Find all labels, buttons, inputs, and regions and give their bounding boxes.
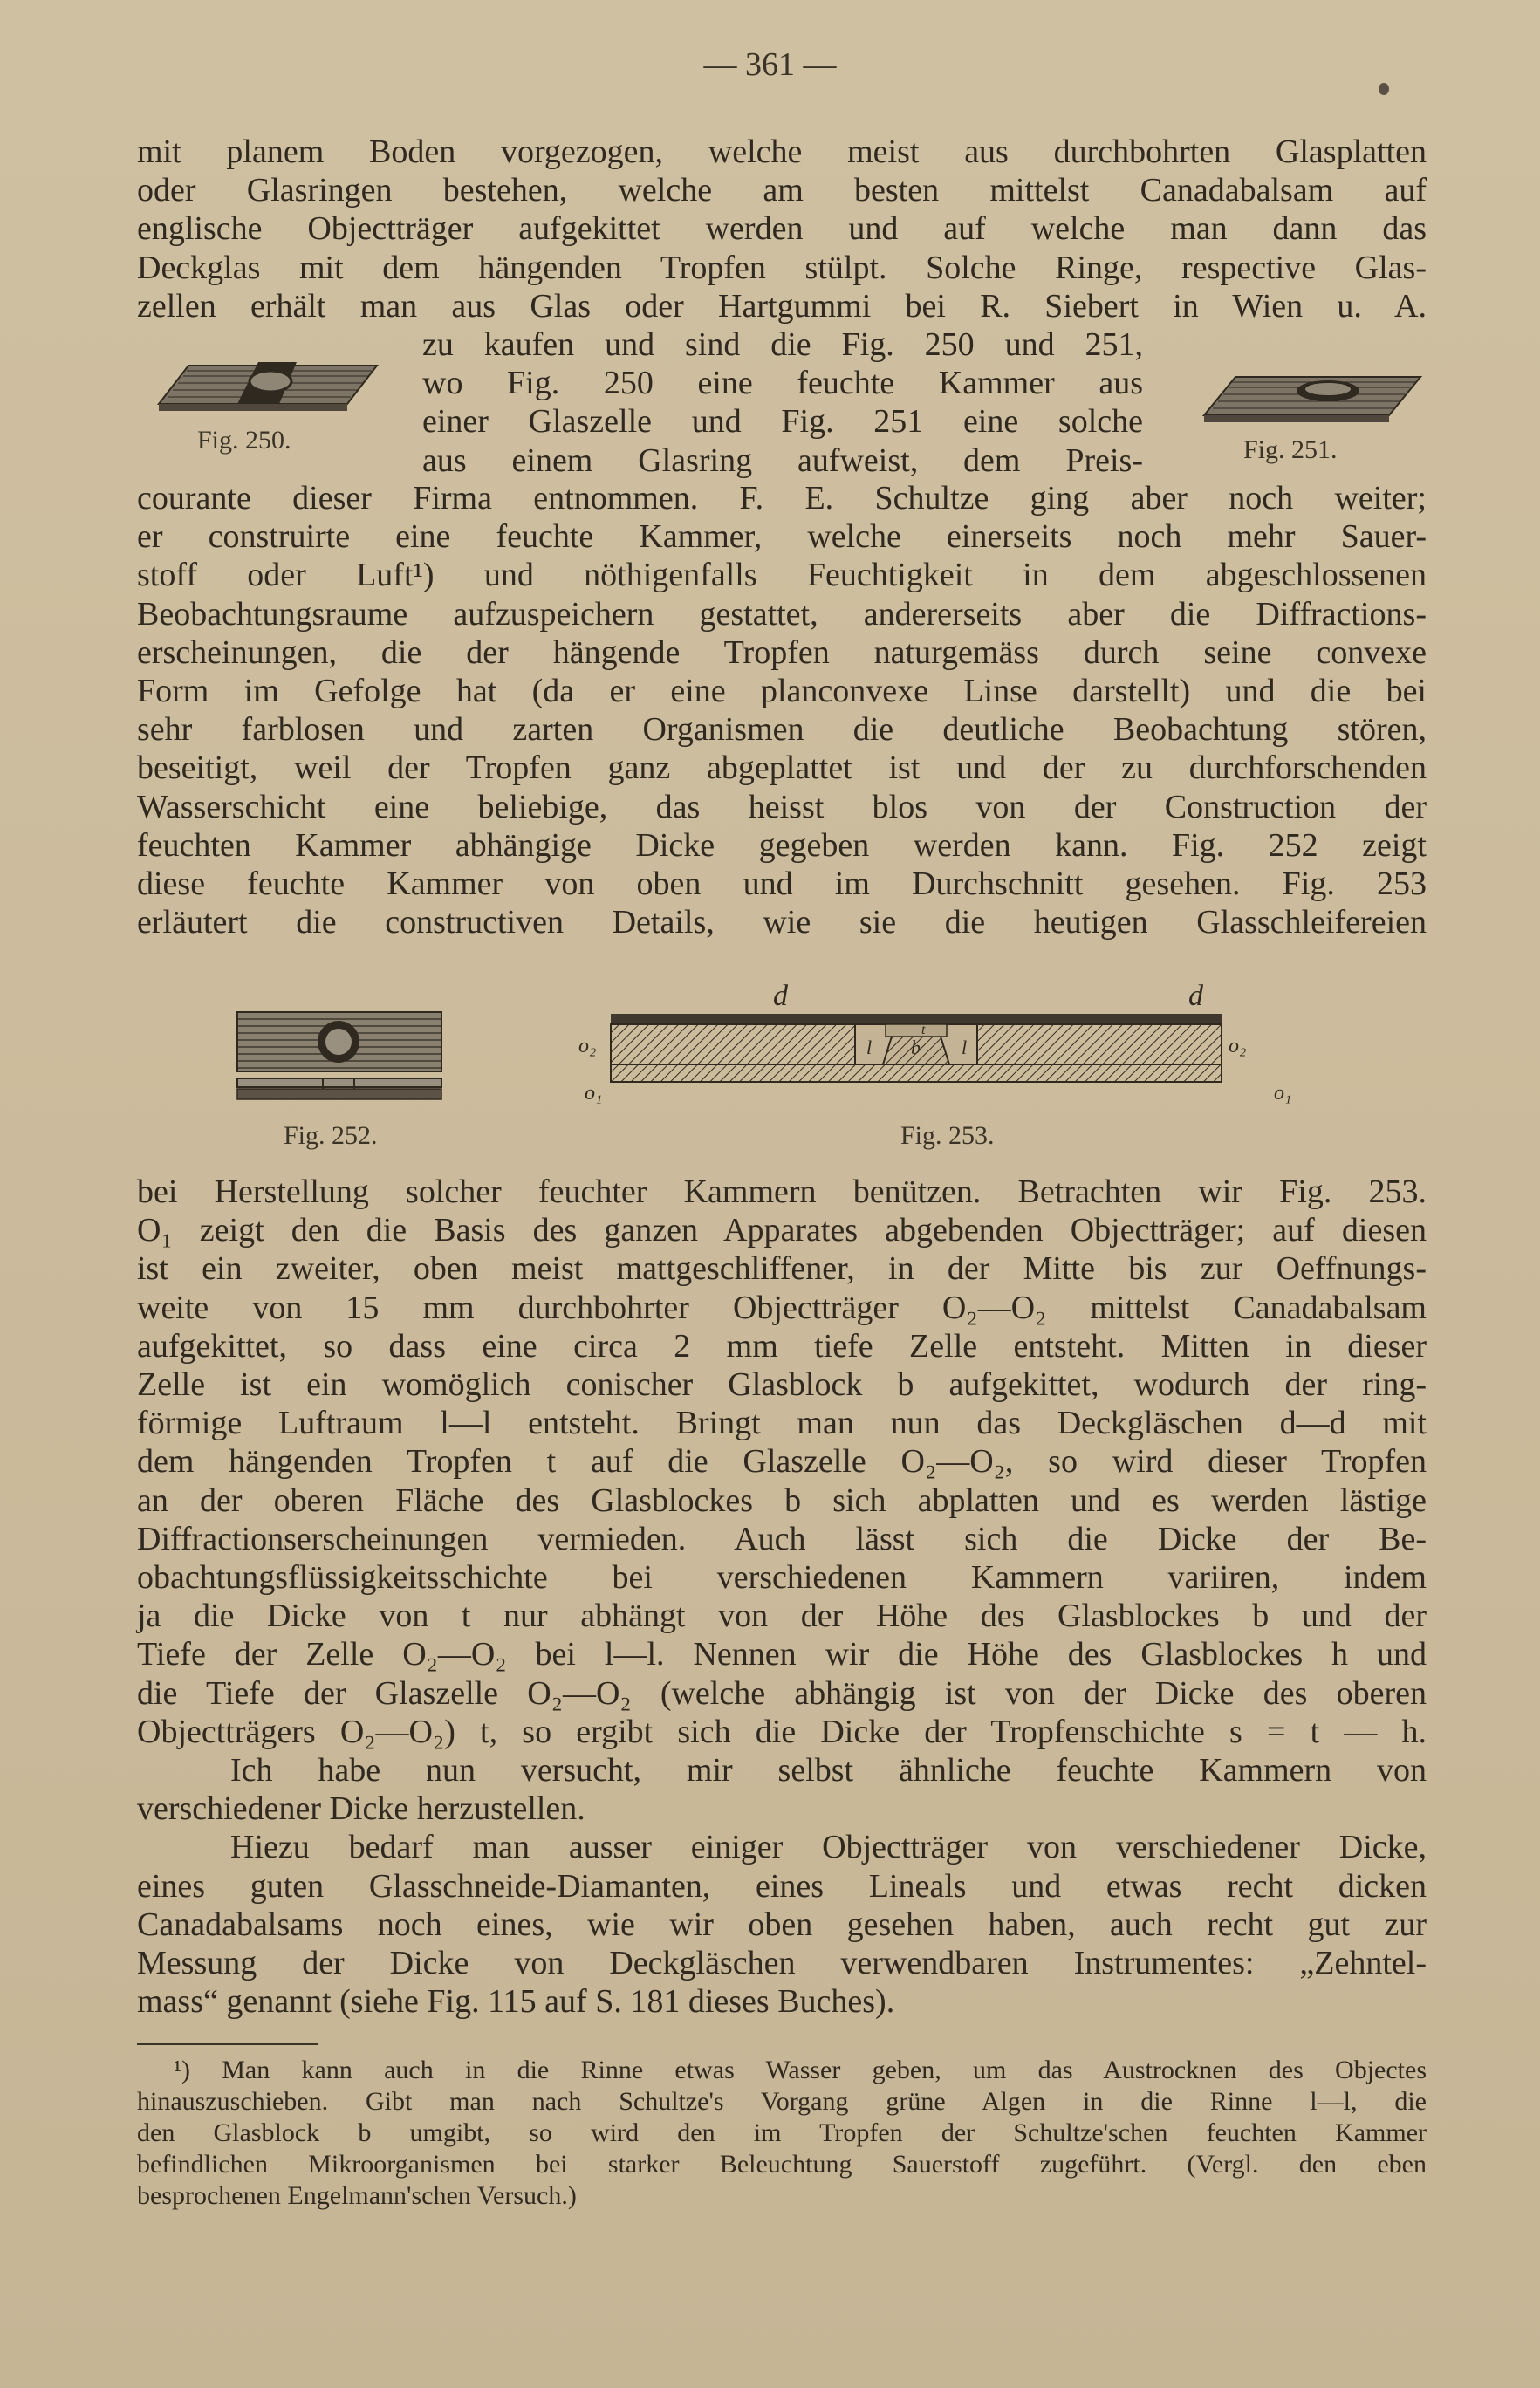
text-line: ist ein zweiter, oben meist mattgeschliffener, in der Mitte bis zur Oeffnungs- — [137, 1250, 1427, 1288]
text-line: mass“ genannt (siehe Fig. 115 auf S. 181 dieses Buches). — [137, 1983, 895, 2021]
text-line: erläutert die constructiven Details, wie sie die heutigen Glasschleifereien — [137, 904, 1427, 941]
text-line: weite von 15 mm durchbohrter Objectträger O₂—O₂ mittelst Canadabalsam — [137, 1289, 1427, 1326]
label-d-left: d — [773, 980, 788, 1012]
label-l-right: l — [962, 1037, 968, 1058]
figure-252-caption: Fig. 252. — [284, 1121, 378, 1150]
text-line: wo Fig. 250 eine feuchte Kammer aus — [422, 365, 1143, 402]
paragraph-2 — [137, 479, 1427, 941]
text-line: bei Herstellung solcher feuchter Kammern benützen. Betrachten wir Fig. 253. — [137, 1173, 1427, 1210]
text-line: Messung der Dicke von Deckgläschen verwendbaren Instrumentes: „Zehntel- — [137, 1945, 1427, 1982]
text-line: aufgekittet, so dass eine circa 2 mm tiefe Zelle entsteht. Mitten in dieser — [137, 1327, 1427, 1365]
text-line: Wasserschicht eine beliebige, das heisst blos von der Construction der — [137, 788, 1427, 825]
text-line: verschiedener Dicke herzustellen. — [137, 1790, 585, 1828]
text-line: dem hängenden Tropfen t auf die Glaszelle O₂—O₂, so wird dieser Tropfen — [137, 1443, 1427, 1481]
text-line: zu kaufen und sind die Fig. 250 und 251, — [422, 326, 1143, 363]
text-line: Zelle ist ein womöglich conischer Glasblock b aufgekittet, wodurch der ring- — [137, 1366, 1427, 1404]
text-line: Deckglas mit dem hängenden Tropfen stülpt. Solche Ringe, respective Glas- — [137, 249, 1427, 286]
text-line: feuchten Kammer abhängige Dicke gegeben werden kann. Fig. 252 zeigt — [137, 826, 1427, 864]
figure-253-caption: Fig. 253. — [900, 1121, 995, 1150]
footnote-rule — [137, 2043, 318, 2045]
figure-250-drawing — [148, 353, 380, 413]
footnote — [137, 2055, 1427, 2212]
label-o1-right: o₁ — [1274, 1082, 1292, 1105]
text-line: Form im Gefolge hat (da er eine planconvexe Linse darstellt) und die bei — [137, 673, 1427, 710]
figure-252-drawing — [236, 1010, 445, 1106]
label-o2-right: o₂ — [1229, 1035, 1247, 1057]
text-line: beseitigt, weil der Tropfen ganz abgeplattet ist und der zu durchforschenden — [137, 749, 1427, 787]
footnote-line: den Glasblock b umgibt, so wird den im Tropfen der Schultze'schen feuchten Kammer — [137, 2118, 1427, 2147]
text-line: förmige Luftraum l—l entsteht. Bringt man nun das Deckgläschen d—d mit — [137, 1405, 1427, 1442]
text-line: die Tiefe der Glaszelle O₂—O₂ (welche abhängig ist von der Dicke des oberen — [137, 1674, 1427, 1712]
ink-spot — [1379, 83, 1389, 95]
footnote-line: ¹) Man kann auch in die Rinne etwas Wasser geben, um das Austrocknen des Objectes — [174, 2056, 1427, 2084]
text-line: Tiefe der Zelle O₂—O₂ bei l—l. Nennen wir die Höhe des Glasblockes h und — [137, 1636, 1427, 1673]
text-line: englische Objectträger aufgekittet werden und auf welche man dann das — [137, 210, 1427, 248]
text-line: aus einem Glasring aufweist, dem Preis- — [422, 441, 1143, 479]
label-d-right: d — [1188, 980, 1203, 1012]
text-line: oder Glasringen bestehen, welche am besten mittelst Canadabalsam auf — [137, 172, 1427, 209]
text-line: er construirte eine feuchte Kammer, welche einerseits noch mehr Sauer- — [137, 518, 1427, 556]
text-line: Objectträgers O₂—O₂) t, so ergibt sich die Dicke der Tropfenschichte s = t — h. — [137, 1713, 1427, 1750]
footnote-line: besprochenen Engelmann'schen Versuch.) — [137, 2181, 577, 2210]
figure-250-caption: Fig. 250. — [197, 426, 291, 455]
text-beside-figures — [422, 325, 1143, 480]
text-line: mit planem Boden vorgezogen, welche meist aus durchbohrten Glasplatten — [137, 133, 1427, 170]
text-line: Canadabalsams noch eines, wie wir oben gesehen haben, auch recht gut zur — [137, 1906, 1427, 1943]
figure-253-drawing — [576, 968, 1326, 1108]
text-line: erscheinungen, die der hängende Tropfen naturgemäss durch seine convexe — [137, 633, 1427, 671]
text-line: an der oberen Fläche des Glasblockes b sich abplatten und es werden lästige — [137, 1481, 1427, 1519]
label-b: b — [911, 1037, 921, 1058]
label-t: t — [921, 1023, 926, 1037]
text-line: ja die Dicke von t nur abhängt von der Höhe des Glasblockes b und der — [137, 1598, 1427, 1635]
text-line: zellen erhält man aus Glas oder Hartgummi bei R. Siebert in Wien u. A. — [137, 287, 1427, 325]
text-line: sehr farblosen und zarten Organismen die deutliche Beobachtung stören, — [137, 711, 1427, 749]
text-line: eines guten Glasschneide-Diamanten, eines Lineals und etwas recht dicken — [137, 1867, 1427, 1905]
page-number: — 361 — — [703, 46, 837, 83]
text-line: Beobachtungsraume aufzuspeichern gestattet, andererseits aber die Diffractions- — [137, 595, 1427, 633]
paragraph-3 — [137, 1173, 1427, 2021]
label-o1-left: o₁ — [585, 1082, 603, 1105]
text-line: einer Glaszelle und Fig. 251 eine solche — [422, 403, 1143, 441]
text-line: Hiezu bedarf man ausser einiger Objectträger von verschiedener Dicke, — [230, 1829, 1427, 1866]
text-line: obachtungsflüssigkeitsschichte bei verschiedenen Kammern variiren, indem — [137, 1559, 1427, 1597]
label-l-left: l — [866, 1037, 873, 1058]
footnote-line: hinauszuschieben. Gibt man nach Schultze's Vorgang grüne Algen in die Rinne l—l, die — [137, 2087, 1427, 2116]
label-o2-left: o₂ — [578, 1035, 597, 1057]
text-line: stoff oder Luft¹) und nöthigenfalls Feuchtigkeit in dem abgeschlossenen — [137, 557, 1427, 594]
footnote-line: befindlichen Mikroorganismen bei starker Beleuchtung Sauerstoff zugeführt. (Vergl. den eben — [137, 2150, 1427, 2179]
text-line: O₁ zeigt den die Basis des ganzen Apparates abgebenden Objectträger; auf diesen — [137, 1212, 1427, 1249]
figure-251-caption: Fig. 251. — [1243, 435, 1338, 464]
text-line: Ich habe nun versucht, mir selbst ähnliche feuchte Kammern von — [230, 1752, 1427, 1789]
figure-251-drawing — [1195, 365, 1422, 428]
text-line: diese feuchte Kammer von oben und im Durchschnitt gesehen. Fig. 253 — [137, 866, 1427, 903]
paragraph-1 — [137, 133, 1427, 325]
text-line: courante dieser Firma entnommen. F. E. Schultze ging aber noch weiter; — [137, 480, 1427, 517]
text-line: Diffractionserscheinungen vermieden. Auch lässt sich die Dicke der Be- — [137, 1520, 1427, 1557]
